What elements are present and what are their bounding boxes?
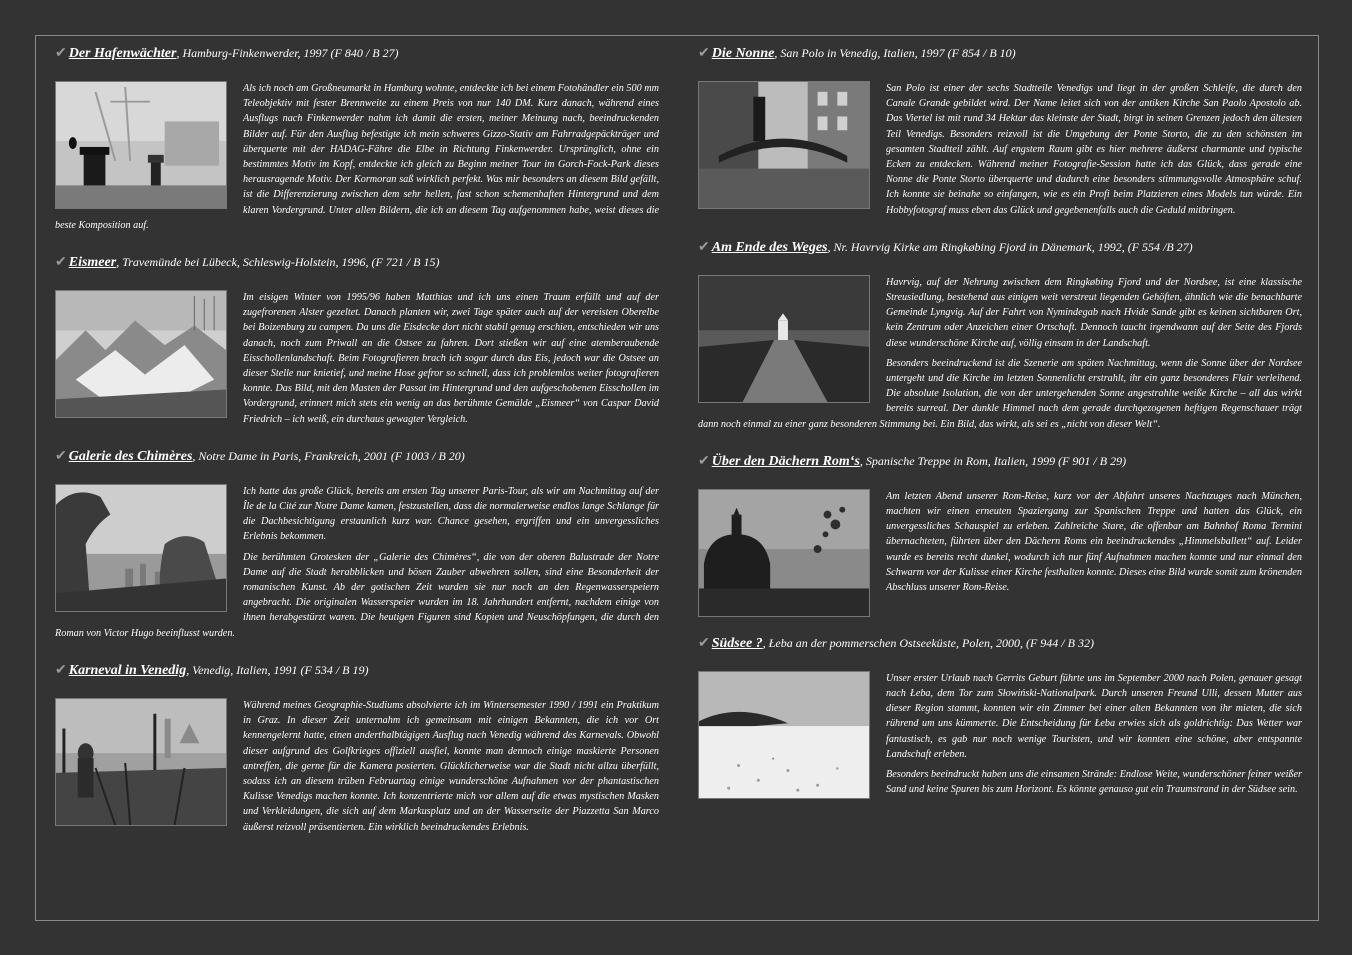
photo-venice [55,698,227,826]
entry-title-link[interactable]: Eismeer [68,255,117,271]
checkmark-icon: ✔ [55,46,67,61]
entry-paragraph: San Polo ist einer der sechs Stadtteile Venedigs und liegt in der großen Schleife, die durch den Canale Grande gebildet wird. Der Name leitet sich von der antiken Kirche San Paolo Apostolo ab. Das Viertel ist mit rund 34 Hektar das kleinste der Stadt, birgt in seinen Grenzen jedoch den ältesten Teil Venedigs. Besonders reizvoll ist die Umgebung der Ponte Storto, die zu den schönsten im gesamten Stadtteil zählt. Auf engstem Raum gibt es hier mehrere äußerst charmante und typische Ecken zu entdecken. Während meiner Fotografie-Session hatte ich das Glück, dass gerade eine Nonne die Ponte Storto überquerte und dadurch eine besonders stimmungsvolle Atmosphäre schuf. Ich konnte sie beinahe so einfangen, wie es ein Profi beim Platzieren eines Models tun würde. Ein Hobbyfotograf muss eben das Glück und gegebenenfalls auch die Geduld mitbringen. [886,83,1302,216]
checkmark-icon: ✔ [698,46,710,61]
entry-body [55,81,659,233]
entry-heading [55,254,659,271]
entry-paragraph: Unser erster Urlaub nach Gerrits Geburt führte uns im September 2000 nach Polen, genauer gesagt nach Łeba, dem Tor zum Słowiński-Nationalpark. Durch unseren Freund Ulli, dessen Mutter aus dieser Region stammt, konnten wir ein Zimmer bei einer alten Bekannten von ihr mieten, die sich rührend um uns kümmerte. Die Entscheidung für Łeba erwies sich als goldrichtig: Das Wetter war fantastisch, es gab nur noch wenige Touristen, und wir konnten eine schöne, aber entspannte Landschaft erleben. [886,672,1302,760]
photo-rome [698,489,870,617]
entry-body [698,275,1302,432]
entry-meta: , Hamburg-Finkenwerder, 1997 (F 840 / B 27) [176,46,399,60]
photo-beach [698,671,870,799]
checkmark-icon: ✔ [698,453,710,469]
article-entry [698,239,1302,437]
article-entry [55,45,659,238]
entry-title-link[interactable]: Galerie des Chimères [68,448,193,464]
checkmark-icon: ✔ [55,448,67,464]
article-entry [55,448,659,646]
entry-meta: , Venedig, Italien, 1991 (F 534 / B 19) [186,662,369,677]
checkmark-icon: ✔ [698,635,710,651]
entry-spacer [55,840,659,856]
entry-body [698,671,1302,798]
entry-title-link[interactable]: Südsee ? [711,635,763,651]
entry-heading [55,45,659,62]
entry-heading [698,635,1302,652]
entry-heading [55,448,659,465]
photo-harbor [55,81,227,209]
entry-heading [55,662,659,679]
entry-paragraph: Als ich noch am Großneumarkt in Hamburg wohnte, entdeckte ich bei einem Fotohändler ein 500 mm Teleobjektiv mit fester Brennweite zu einem Preis von nur 140 DM. Kurz danach, während eines Ausflugs nach Finkenwerder nahm ich damit die ersten, meiner Meinung nach, beeindruckenden Bilder auf. Für den Ausflug befestigte ich mein schweres Gizzo-Stativ am Fahrradgepäckträger und überquerte mit der HADAG-Fähre die Elbe in Richtung Finkenwerder. Ursprünglich, ohne ein bestimmtes Motiv im Kopf, entdeckte ich gleich zu Beginn meiner Tour im Gorch-Fock-Park dieses herausragende Motiv. Der Kormoran saß wirklich perfekt. Was mir besonders an diesem Bild gefällt, ist die Differenzierung zwischen dem sehr hellen, fast schon schemenhaften Hintergrund und dem klaren Vordergrund. Unter allen Bildern, die ich an diesem Tag aufgenommen habe, weist dieses die beste Komposition auf. [55,83,659,231]
entry-paragraph: Havrvig, auf der Nehrung zwischen dem Ringkøbing Fjord und der Nordsee, ist eine klassische Streusiedlung, bestehend aus einigen weit verstreut liegenden Gehöften, ähnlich wie die benachbarte Gemeinde Lyngvig. Auf der Fahrt von Nymindegab nach Hvide Sande gibt es keinen sichtbaren Ort, kein Zentrum oder Anzeichen einer Ortschaft. Dennoch taucht irgendwann auf der Seite des Fjords diese wunderschöne Kirche auf, völlig einsam in der Landschaft. [886,276,1302,349]
entry-paragraph: Die berühmten Grotesken der „Galerie des Chimères“, die von der oberen Balustrade der Notre Dame auf die Stadt herabblicken und bösen Zauber abwehren sollen, sind eine Besonderheit der romanischen Kunst. Ab der gotischen Zeit wurden sie nur noch an den Regenwasserspeiern angebracht. Die originalen Wasserspeier wurden im 18. Jahrhundert entfernt, nachdem einige von ihnen herabgestürzt waren. Die heutigen Figuren sind Kopien und Neuschöpfungen, die durch den Roman von Victor Hugo beeinflusst wurden. [55,551,659,639]
photo-road [698,275,870,403]
article-entry [55,662,659,840]
entry-heading [698,453,1302,470]
entry-title-link[interactable]: Über den Dächern Rom‘s [711,453,860,469]
entry-meta: , Spanische Treppe in Rom, Italien, 1999 (F 901 / B 29) [859,453,1127,468]
entry-body [55,290,659,427]
entry-body [55,484,659,641]
entry-title-link[interactable]: Am Ende des Weges [711,239,828,255]
entry-body [698,81,1302,218]
entry-spacer [698,223,1302,239]
article-entry [698,45,1302,223]
entry-body [698,489,1302,595]
entry-paragraph: Ich hatte das große Glück, bereits am ersten Tag unserer Paris-Tour, als wir am Nachmittag auf der Île de la Cité zur Notre Dame kamen, festzustellen, dass die normalerweise endlos lange Schlange für die Dachbesichtigung erstaunlich kurz war. Chance gesehen, ergriffen und ein unvergessliches Erlebnis bekommen. [243,485,659,543]
article-entry [698,453,1302,619]
article-entry [55,254,659,432]
photo-gargoyle [55,484,227,612]
photo-nun [698,81,870,209]
entry-spacer [55,432,659,448]
entry-title-link[interactable]: Die Nonne [711,46,775,61]
left-column [55,45,659,856]
entry-meta: , San Polo in Venedig, Italien, 1997 (F 854 / B 10) [774,46,1016,60]
entry-meta: , Travemünde bei Lübeck, Schleswig-Holstein, 1996, (F 721 / B 15) [116,255,440,270]
entry-meta: , Notre Dame in Paris, Frankreich, 2001 (F 1003 / B 20) [192,448,465,463]
entry-spacer [698,437,1302,453]
checkmark-icon: ✔ [55,662,67,678]
checkmark-icon: ✔ [698,239,710,255]
photo-ice [55,290,227,418]
entry-paragraph: Besonders beeindruckt haben uns die einsamen Strände: Endlose Weite, wunderschöner feiner weißer Sand und keine Spuren bis zum Horizont. Es könnte genauso gut ein Traumstrand in der Südsee sein. [886,769,1302,796]
entry-spacer [55,238,659,254]
entry-paragraph: Im eisigen Winter von 1995/96 haben Matthias und ich uns einen Traum erfüllt und auf der zugefrorenen Alster gezeltet. Danach planten wir, zwei Tage später auch auf der vereisten Oberelbe bei Boizenburg zu campen. Da uns die Eisdecke dort nicht stabil genug erschien, entschieden wir uns danach, noch zum Priwall an die Ostsee zu fahren. Dort stießen wir auf eine atemberaubende Eisschollenlandschaft. Beim Fotografieren brach ich sogar durch das Eis, jedoch war die Ostsee an dieser Stelle nur knietief, und meine Hose gefror so schnell, dass ich problemlos weiter fotografieren konnte. Das Bild, mit den Masten der Passat im Hintergrund und den aufgeschobenen Eisschollen im Vordergrund, erinnert mich stets ein wenig an das berühmte Gemälde „Eismeer“ von Caspar David Friedrich – ich weiß, ein durchaus gewagter Vergleich. [243,292,659,425]
right-column [698,45,1302,818]
entry-paragraph: Am letzten Abend unserer Rom-Reise, kurz vor der Abfahrt unseres Nachtzuges nach München, machten wir einen erneuten Spaziergang zur Spanischen Treppe und hatten das Glück, ein unvergessliches Schauspiel zu erleben. Zahlreiche Stare, die offenbar am Bahnhof Roma Termini übernachteten, führten über den Dächern Roms ein beeindruckendes „Himmelsballett“ auf. Leider wurde es bereits recht dunkel, wodurch ich nur fünf Aufnahmen machen konnte und nur einmal den Schwarm vor der Kulisse einer Kirche festhalten konnte. Dieses eine Bild wurde somit zum krönenden Abschluss unserer Rom-Reise. [886,490,1302,594]
entry-paragraph: Besonders beeindruckend ist die Szenerie am späten Nachmittag, wenn die Sonne über der Nordsee untergeht und die Kirche im letzten Sonnenlicht erstrahlt, ihr ein ganz besonderes Flair verleihend. Die absolute Isolation, die von der untergehenden Sonne angestrahlte weiße Kirche – all das wirkt bereits surreal. Der dunkle Himmel nach dem gerade durchgezogenen heftigen Regenschauer trägt dann noch einmal zu einer ganz besonderen Stimmung bei. Ein Bild, das wirkt, als sei es „nicht von dieser Welt“. [698,357,1302,430]
checkmark-icon: ✔ [55,255,67,271]
entry-meta: , Nr. Havrvig Kirke am Ringkøbing Fjord in Dänemark, 1992, (F 554 /B 27) [827,239,1193,254]
entry-heading [698,45,1302,62]
entry-spacer [55,646,659,662]
entry-title-link[interactable]: Der Hafenwächter [68,46,177,61]
entry-title-link[interactable]: Karneval in Venedig [68,662,187,678]
entry-meta: , Łeba an der pommerschen Ostseeküste, Polen, 2000, (F 944 / B 32) [762,635,1094,650]
entry-spacer [698,802,1302,818]
entry-heading [698,239,1302,256]
entry-spacer [698,619,1302,635]
entry-body [55,698,659,835]
article-entry [698,635,1302,803]
entry-paragraph: Während meines Geographie-Studiums absolvierte ich im Wintersemester 1990 / 1991 ein Praktikum in Graz. In dieser Zeit unternahm ich gemeinsam mit einigen Bekannten, die ich vor Ort kennengelernt hatte, einen anderthalbtägigen Ausflug nach Venedig während des Karnevals. Obwohl dieser aufgrund des Golfkrieges offiziell ausfiel, konnte man dennoch einige maskierte Personen antreffen, die gerne für die Kamera posierten. Glücklicherweise war die Stadt nicht allzu überfüllt, sodass ich an diesem trüben Februartag einige wunderschöne Aufnahmen vor der phantastischen Kulisse Venedigs machen konnte. Ich konzentrierte mich vor allem auf die etwas mystischen Masken und Verkleidungen, die sich auf dem Markusplatz und an der Wasserseite der Piazzetta San Marco äußerst reizvoll präsentierten. Ein wirklich beeindruckendes Erlebnis. [243,699,659,833]
